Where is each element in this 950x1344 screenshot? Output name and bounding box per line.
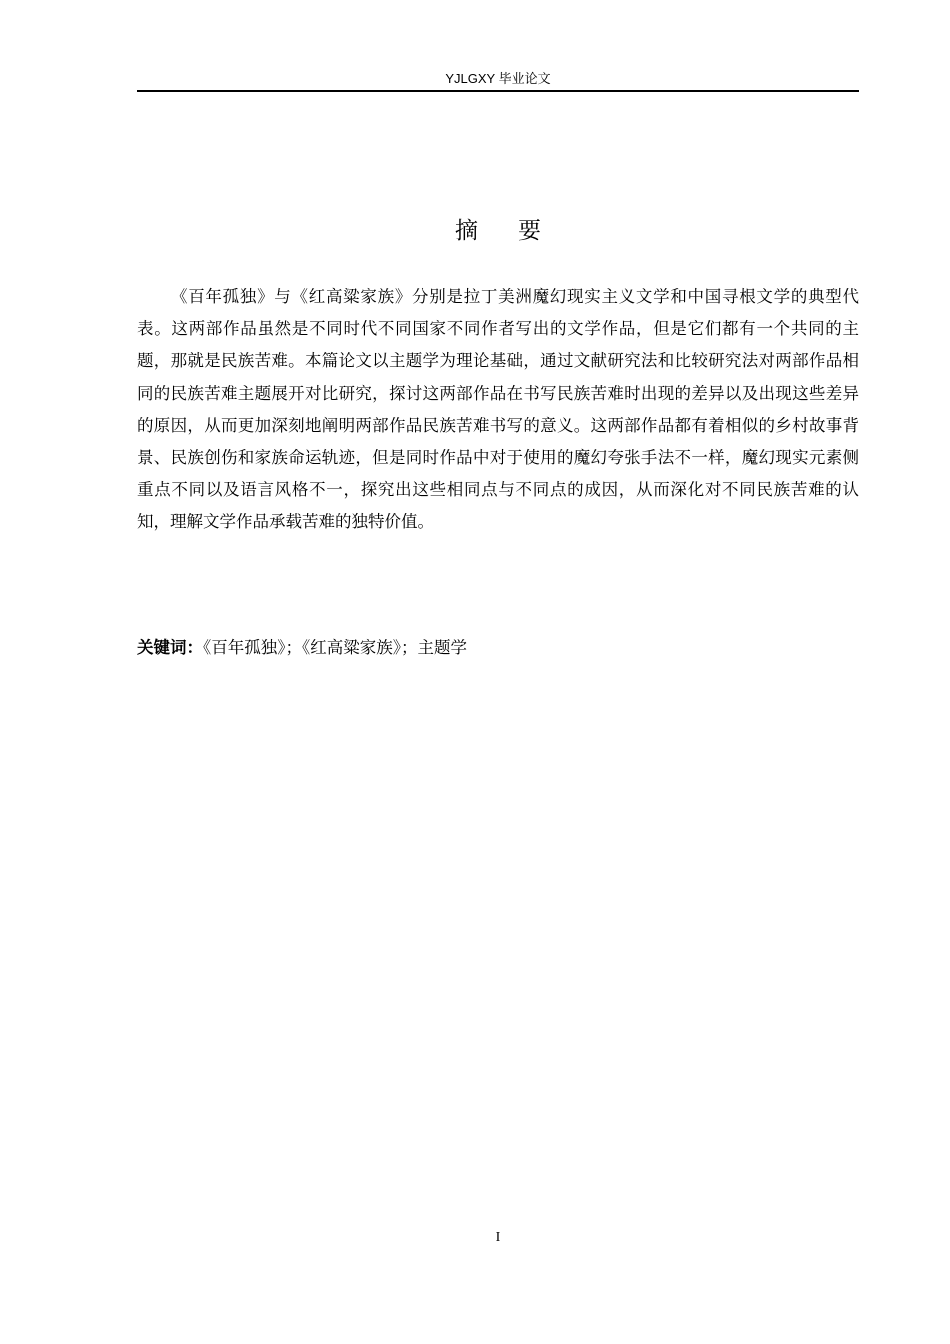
running-header: YJLGXY 毕业论文 [445,71,551,86]
abstract-title: 摘要 [455,218,581,244]
abstract-body: 《百年孤独》与《红高粱家族》分别是拉丁美洲魔幻现实主义文学和中国寻根文学的典型代表。这两部作品虽然是不同时代不同国家不同作者写出的文学作品，但是它们都有一个共同的主题，那就是民族苦难。本篇论文以主题学为理论基础，通过文献研究法和比较研究法对两部作品相同的民族苦难主题展开对比研究，探讨这两部作品在书写民族苦难时出现的差异以及出现这些差异的原因，从而更加深刻地阐明两部作品民族苦难书写的意义。这两部作品都有着相似的乡村故事背景、民族创伤和家族命运轨迹，但是同时作品中对于使用的魔幻夸张手法不一样，魔幻现实元素侧重点不同以及语言风格不一，探究出这些相同点与不同点的成因，从而深化对不同民族苦难的认知，理解文学作品承载苦难的独特价值。 [137,287,859,532]
keywords-value: 《百年孤独》；《红高粱家族》；主题学 [203,638,467,657]
page-number: I [495,1230,501,1245]
keywords-line [137,632,859,664]
keywords-label: 关键词： [137,638,203,657]
header-rule [137,90,859,92]
